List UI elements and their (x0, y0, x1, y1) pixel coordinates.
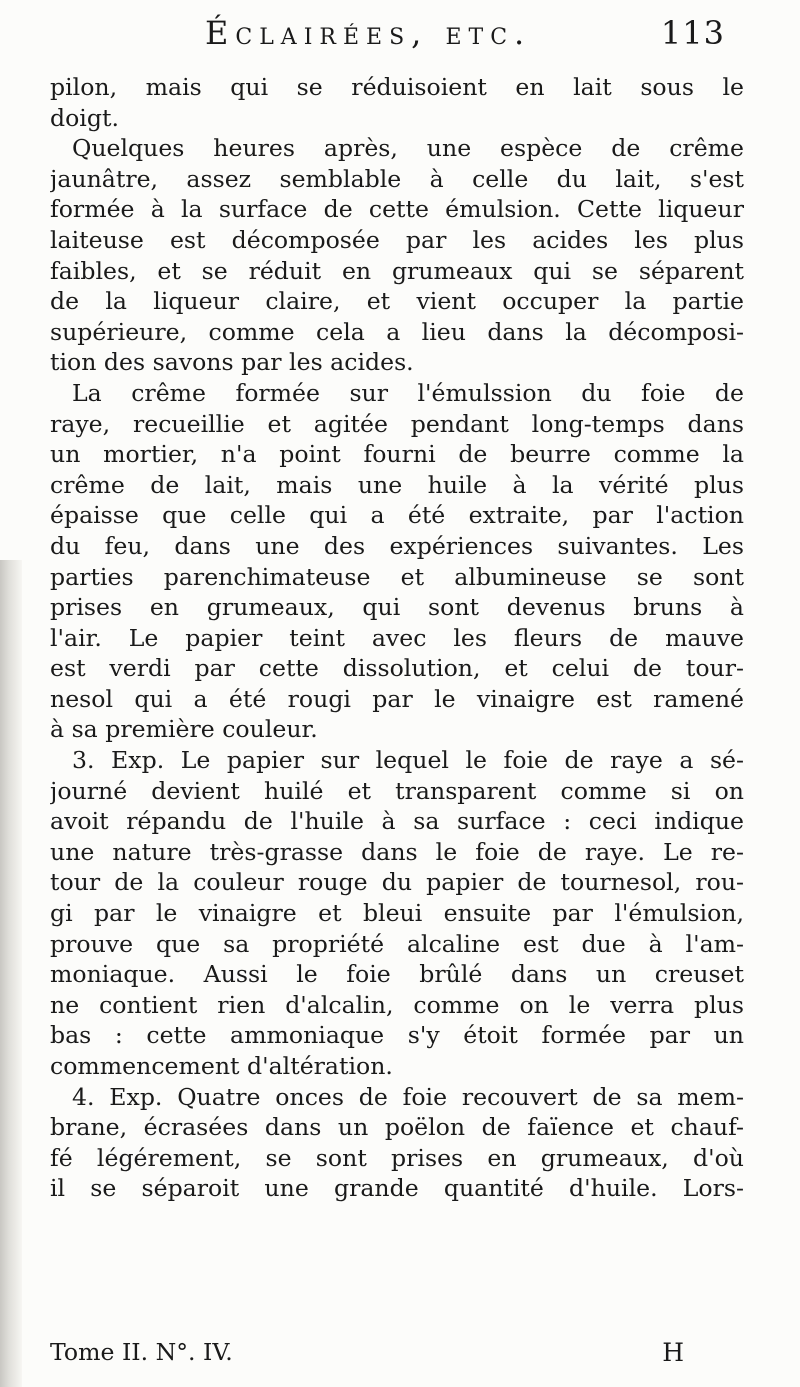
text-line: l'air. Le papier teint avec les fleurs de mauve (50, 623, 744, 652)
text-line: moniaque. Aussi le foie brûlé dans un creuset (50, 960, 744, 989)
paragraph-start-line: 4. Exp. Quatre onces de foie recouvert de sa mem- (72, 1082, 744, 1111)
signature-mark: H (662, 1338, 684, 1367)
text-line: pilon, mais qui se réduisoient en lait sous le (50, 73, 744, 101)
text-line: parties parenchimateuse et albumineuse se sont (50, 562, 744, 591)
text-line: épaisse que celle qui a été extraite, par l'action (50, 501, 744, 530)
text-line: nesol qui a été rougi par le vinaigre est ramené (50, 684, 744, 713)
text-line: à sa première couleur. (50, 715, 318, 744)
text-line: fé légérement, se sont prises en grumeaux, d'où (50, 1143, 744, 1172)
text-line: une nature très-grasse dans le foie de raye. Le re- (50, 837, 744, 866)
text-line: avoit répandu de l'huile à sa surface : ceci indique (50, 807, 744, 836)
page-footer (50, 1338, 744, 1372)
text-line: prouve que sa propriété alcaline est due à l'am- (50, 929, 744, 958)
volume-footer: Tome II. N°. IV. (50, 1338, 233, 1366)
text-line: journé devient huilé et transparent comme si on (50, 776, 744, 805)
text-line: de la liqueur claire, et vient occuper la partie (50, 287, 744, 316)
text-line: est verdi par cette dissolution, et celui de tour- (50, 654, 744, 683)
text-line: tour de la couleur rouge du papier de tournesol, rou- (50, 868, 744, 897)
paragraph-start-line: La crême formée sur l'émulssion du foie de (72, 378, 744, 407)
text-line: tion des savons par les acides. (50, 348, 414, 377)
text-line: doigt. (50, 103, 119, 132)
text-line: du feu, dans une des expériences suivantes. Les (50, 531, 744, 560)
text-line: jaunâtre, assez semblable à celle du lait, s'est (50, 164, 744, 193)
text-line: bas : cette ammoniaque s'y étoit formée par un (50, 1021, 744, 1050)
text-line: faibles, et se réduit en grumeaux qui se séparent (50, 256, 744, 285)
text-line: laiteuse est décomposée par les acides les plus (50, 225, 744, 254)
running-title: Éclairées, etc. (205, 14, 532, 52)
page-gutter-shadow (0, 560, 22, 1387)
body-text (50, 72, 744, 1204)
text-line: un mortier, n'a point fourni de beurre comme la (50, 440, 744, 469)
text-line: gi par le vinaigre et bleui ensuite par l'émulsion, (50, 899, 744, 928)
text-line: crême de lait, mais une huile à la vérité plus (50, 470, 744, 499)
paragraph-start-line: Quelques heures après, une espèce de crême (72, 134, 744, 163)
text-line: ne contient rien d'alcalin, comme on le verra plus (50, 990, 744, 1019)
text-line: supérieure, comme cela a lieu dans la décomposi- (50, 317, 744, 346)
text-line: formée à la surface de cette émulsion. Cette liqueur (50, 195, 744, 224)
text-line: prises en grumeaux, qui sont devenus bruns à (50, 593, 744, 622)
page-header (205, 14, 725, 54)
paragraph-start-line: 3. Exp. Le papier sur lequel le foie de raye a sé- (72, 746, 744, 775)
text-line: raye, recueillie et agitée pendant long-temps dans (50, 409, 744, 438)
text-line: brane, écrasées dans un poëlon de faïence et chauf- (50, 1113, 744, 1142)
page-number: 113 (660, 14, 725, 52)
text-line: il se séparoit une grande quantité d'huile. Lors- (50, 1174, 744, 1203)
text-line: commencement d'altération. (50, 1052, 393, 1080)
